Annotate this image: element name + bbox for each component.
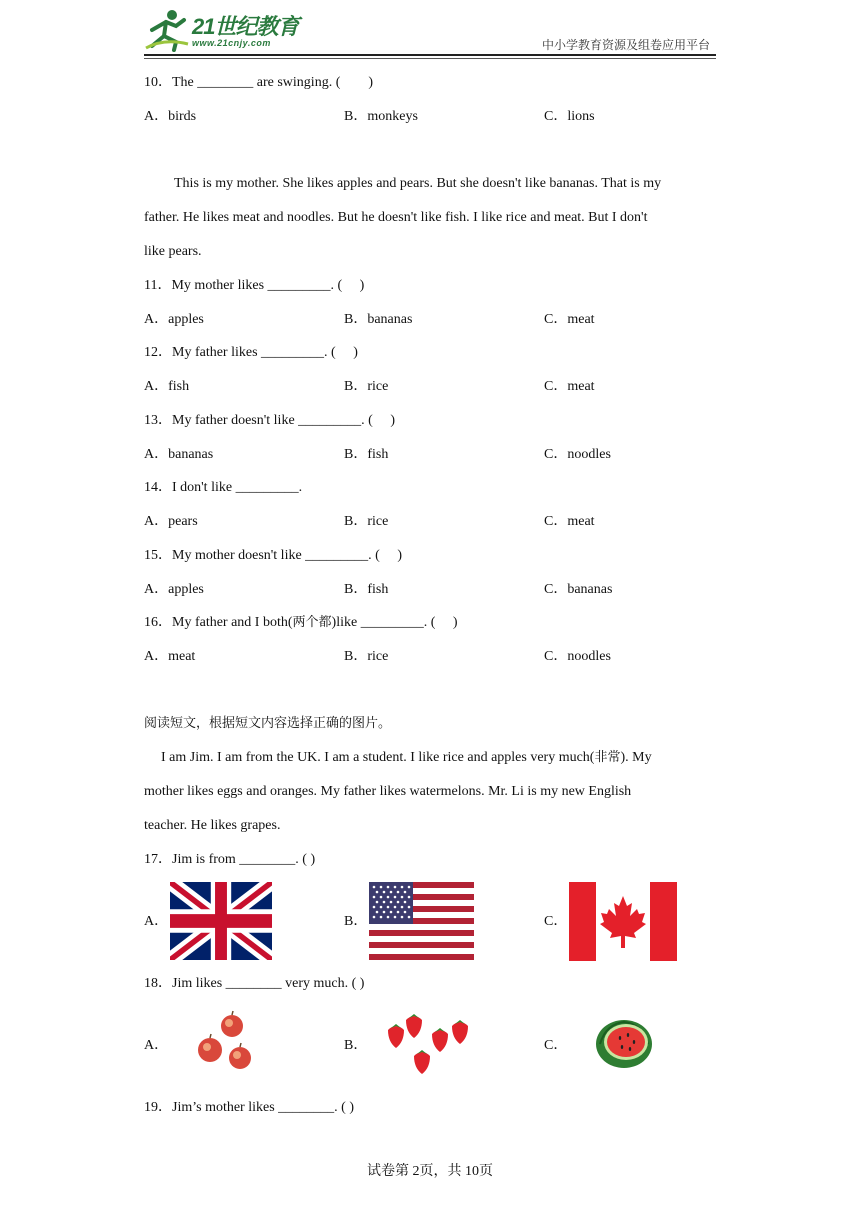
question-16-stem-pre: 16．My father and I both( [144,615,293,630]
question-16-stem [144,613,458,633]
question-13-stem: 13．My father doesn't like _________. ( ) [144,413,395,428]
uk-flag-image[interactable] [170,882,272,960]
passage-1-line-3: like pears. [144,244,202,259]
header-divider-thin [144,58,716,59]
question-15-option-a[interactable]: A．apples [144,582,204,597]
us-flag-image[interactable] [369,882,474,960]
question-14-option-a[interactable]: A．pears [144,514,198,529]
question-17-option-a[interactable]: A． [144,914,169,929]
question-15-option-b[interactable]: B．fish [344,582,389,597]
platform-name: 中小学教育资源及组卷应用平台 [541,38,710,52]
question-16-option-c[interactable]: C．noodles [544,649,611,664]
question-10-stem: 10．The ________ are swinging. ( ) [144,75,374,90]
question-13-option-c[interactable]: C．noodles [544,447,611,462]
question-15-option-c[interactable]: C．bananas [544,582,613,597]
apples-icon [196,1010,256,1074]
question-12-stem: 12．My father likes _________. ( ) [144,345,358,360]
watermelon-icon [594,1016,654,1070]
question-11-option-a[interactable]: A．apples [144,312,204,327]
question-16-stem-cjk: 两个都 [292,615,332,630]
passage-2-line-1-cjk: 非常 [594,750,621,765]
question-12-option-c[interactable]: C．meat [544,379,595,394]
brand-logo [144,8,314,52]
question-10-option-a[interactable]: A．birds [144,109,197,124]
question-15-stem: 15．My mother doesn't like _________. ( ) [144,548,402,563]
question-12-option-b[interactable]: B．rice [344,379,389,394]
passage-2-line-2: mother likes eggs and oranges. My father likes watermelons. Mr. Li is my new English [144,784,632,799]
section-2-instruction: 阅读短文，根据短文内容选择正确的图片。 [144,716,392,731]
question-13-option-b[interactable]: B．fish [344,447,389,462]
header-divider [144,54,716,56]
question-10-option-b[interactable]: B．monkeys [344,109,418,124]
strawberries-icon [384,1012,472,1080]
page-header [144,8,716,56]
question-18-stem: 18．Jim likes ________ very much. ( ) [144,976,365,991]
logo-text: 21世纪教育 [192,14,299,39]
question-16-option-a[interactable]: A．meat [144,649,196,664]
question-12-option-a[interactable]: A．fish [144,379,190,394]
page-footer: 试卷第 2页，共 10页 [367,1164,493,1179]
question-19-stem: 19．Jim’s mother likes ________. ( ) [144,1100,354,1115]
watermelon-image[interactable] [594,1016,654,1070]
question-14-stem: 14．I don't like _________. [144,480,303,495]
canada-flag-icon [569,882,677,961]
passage-1-line-1: This is my mother. She likes apples and pears. But she doesn't like bananas. That is my [174,176,662,191]
passage-2-line-1 [144,748,716,768]
strawberries-image[interactable] [384,1012,472,1080]
question-10-option-c[interactable]: C．lions [544,109,595,124]
question-16-stem-post: )like _________. ( ) [331,615,458,630]
uk-flag-icon [170,882,272,960]
passage-2-line-3: teacher. He likes grapes. [144,818,281,833]
question-18-option-a[interactable]: A． [144,1038,169,1053]
question-18-option-b[interactable]: B． [344,1038,368,1053]
canada-flag-image[interactable] [569,882,677,961]
question-17-stem: 17．Jim is from ________. ( ) [144,852,316,867]
question-13-option-a[interactable]: A．bananas [144,447,214,462]
passage-2-line-1-post: ). My [620,750,652,765]
question-11-option-b[interactable]: B．bananas [344,312,413,327]
passage-2-line-1-pre: I am Jim. I am from the UK. I am a student. I like rice and apples very much( [161,750,595,765]
logo-url: www.21cnjy.com [192,38,271,48]
question-11-option-c[interactable]: C．meat [544,312,595,327]
question-18-option-c[interactable]: C． [544,1038,568,1053]
question-17-option-b[interactable]: B． [344,914,368,929]
question-17-option-c[interactable]: C． [544,914,568,929]
question-11-stem: 11．My mother likes _________. ( ) [144,278,365,293]
passage-1-line-2: father. He likes meat and noodles. But he doesn't like fish. I like rice and meat. But I don't [144,210,648,225]
runner-logo-icon [144,8,190,52]
question-14-option-c[interactable]: C．meat [544,514,595,529]
us-flag-icon [369,882,474,960]
apples-image[interactable] [196,1010,256,1074]
question-16-option-b[interactable]: B．rice [344,649,389,664]
question-14-option-b[interactable]: B．rice [344,514,389,529]
